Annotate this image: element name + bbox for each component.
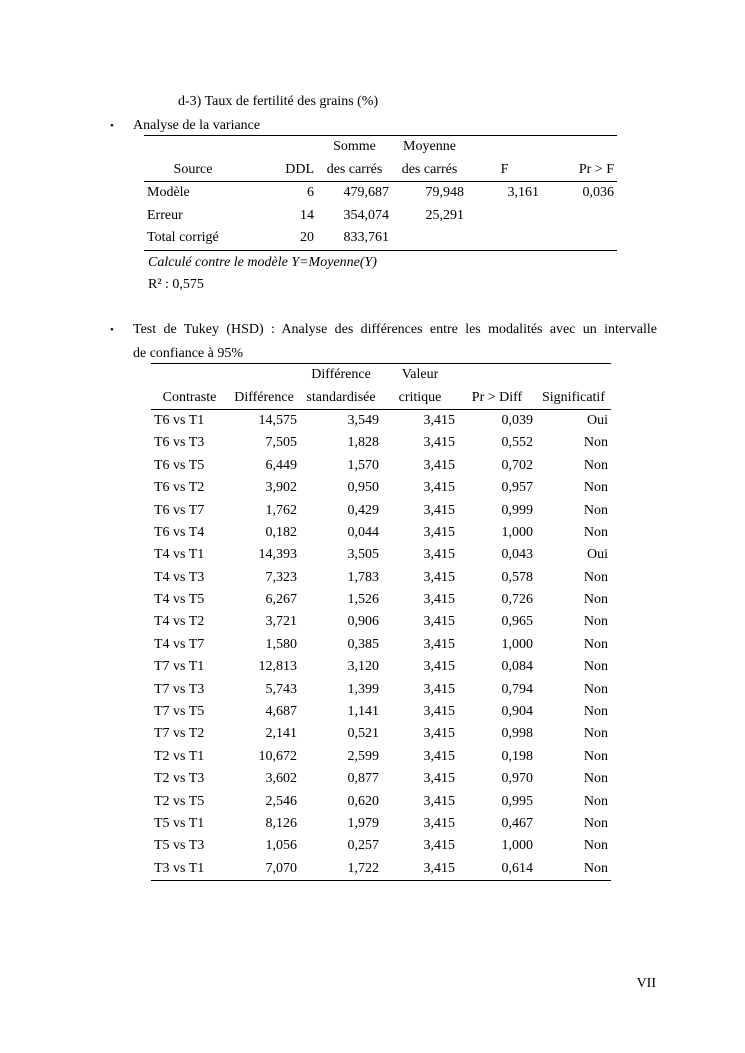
table-cell: 0,467 <box>501 816 533 831</box>
table-cell: 479,687 <box>343 185 389 201</box>
table-cell: 3,415 <box>423 569 455 585</box>
table-row <box>151 611 611 633</box>
tukey-header-cell <box>458 364 536 387</box>
table-cell: 7,070 <box>228 858 300 881</box>
table-row <box>151 499 611 521</box>
table-cell: 3,415 <box>423 435 455 451</box>
table-cell: 1,000 <box>501 838 533 854</box>
table-cell: Non <box>583 524 608 540</box>
table-cell: Non <box>583 614 608 630</box>
table-cell: 0,950 <box>347 480 379 496</box>
table-cell: 3,721 <box>265 614 297 630</box>
table-cell: 3,415 <box>423 681 455 697</box>
bullet-anova: • <box>110 120 114 132</box>
table-cell: 7,505 <box>265 435 297 451</box>
table-row <box>151 790 611 812</box>
table-cell: 20 <box>242 227 317 250</box>
table-cell: 1,399 <box>347 681 379 697</box>
table-cell: Oui <box>587 547 608 563</box>
tukey-header-cell: Différence <box>300 364 382 387</box>
table-cell: 0,877 <box>347 771 379 787</box>
table-cell: 0,998 <box>501 726 533 742</box>
table-cell: 0,965 <box>501 614 533 630</box>
table-cell: T6 vs T4 <box>154 524 205 540</box>
table-cell: 3,902 <box>265 480 297 496</box>
tukey-header-cell: critique <box>382 386 458 409</box>
table-cell: 1,580 <box>265 636 297 652</box>
tukey-header-cell <box>536 364 611 387</box>
tukey-table <box>151 363 611 881</box>
table-cell: 1,783 <box>347 569 379 585</box>
anova-header-row-bottom <box>144 159 617 182</box>
anova-header-cell: DDL <box>242 159 317 182</box>
table-cell: 2,599 <box>347 748 379 764</box>
table-cell: 14,393 <box>258 547 297 563</box>
table-cell: 0,182 <box>265 524 297 540</box>
table-cell: 0,044 <box>347 524 379 540</box>
table-cell: 1,979 <box>347 816 379 831</box>
tukey-header-cell: Différence <box>228 386 300 409</box>
table-row <box>151 835 611 857</box>
table-cell: 0,970 <box>501 771 533 787</box>
tukey-header-cell <box>228 364 300 387</box>
table-cell: 1,828 <box>347 435 379 451</box>
table-cell: 3,415 <box>423 726 455 742</box>
anova-header-cell: Source <box>144 159 242 182</box>
table-cell: Non <box>583 636 608 652</box>
table-cell: Non <box>583 704 608 720</box>
table-cell: 1,526 <box>347 592 379 608</box>
anova-header-cell <box>467 136 542 159</box>
table-row <box>151 409 611 432</box>
table-cell: 0,257 <box>347 838 379 854</box>
table-cell: 3,415 <box>423 793 455 809</box>
tukey-header-cell: Valeur <box>382 364 458 387</box>
table-cell: 3,415 <box>423 592 455 608</box>
table-cell: 1,762 <box>265 502 297 518</box>
table-cell: 2,546 <box>265 793 297 809</box>
table-cell: T6 vs T5 <box>154 457 205 473</box>
table-row <box>151 656 611 678</box>
table-cell: 4,687 <box>265 704 297 720</box>
table-cell: 3,415 <box>423 659 455 675</box>
table-cell: Non <box>583 457 608 473</box>
table-cell: T4 vs T7 <box>154 636 205 652</box>
table-cell <box>392 227 467 250</box>
page-number: VII <box>636 976 656 991</box>
table-row <box>151 678 611 700</box>
table-cell: 1,722 <box>300 858 382 881</box>
table-cell: 0,995 <box>501 793 533 809</box>
table-cell: Non <box>583 435 608 451</box>
table-row <box>144 227 617 250</box>
table-cell: T4 vs T3 <box>154 569 205 585</box>
table-cell: 0,039 <box>501 412 533 428</box>
anova-header-cell: Moyenne <box>392 136 467 159</box>
table-cell: 3,415 <box>423 412 455 428</box>
table-cell: Non <box>583 681 608 697</box>
table-cell: 3,415 <box>423 480 455 496</box>
table-cell: Non <box>583 726 608 742</box>
table-cell: T6 vs T3 <box>154 435 205 451</box>
table-cell: 0,957 <box>501 480 533 496</box>
table-cell: T3 vs T1 <box>151 858 228 881</box>
table-row <box>151 477 611 499</box>
table-cell: T4 vs T1 <box>154 547 205 563</box>
table-row <box>151 858 611 881</box>
table-cell: Non <box>583 771 608 787</box>
table-row <box>144 205 617 228</box>
table-row <box>151 746 611 768</box>
table-cell: 3,505 <box>347 547 379 563</box>
table-cell: 6 <box>307 185 314 201</box>
table-cell: 3,415 <box>423 524 455 540</box>
table-cell: 3,415 <box>423 547 455 563</box>
table-cell: 3,415 <box>382 858 458 881</box>
table-cell: 0,429 <box>347 502 379 518</box>
table-row <box>151 455 611 477</box>
table-cell: 0,620 <box>347 793 379 809</box>
bullet-tukey: • <box>110 324 114 336</box>
table-row <box>151 567 611 589</box>
tukey-intro-line-2: de confiance à 95% <box>133 346 243 361</box>
tukey-header-row-bottom <box>151 386 611 409</box>
anova-r-squared: R² : 0,575 <box>148 277 204 292</box>
table-cell: 3,549 <box>347 412 379 428</box>
table-cell: 3,602 <box>265 771 297 787</box>
tukey-header-cell: Pr > Diff <box>458 386 536 409</box>
tukey-intro-line-1: Test de Tukey (HSD) : Analyse des différences entre les modalités avec un intervalle <box>133 322 657 337</box>
anova-header-cell: Somme <box>317 136 392 159</box>
table-cell: Non <box>583 816 608 831</box>
table-cell: T6 vs T7 <box>154 502 205 518</box>
table-cell: 14 <box>300 207 314 223</box>
table-row <box>151 522 611 544</box>
anova-header-cell <box>542 136 617 159</box>
table-cell: 8,126 <box>265 816 297 831</box>
table-cell: Non <box>583 748 608 764</box>
table-cell: Modèle <box>147 185 190 201</box>
table-cell: 0,794 <box>501 681 533 697</box>
anova-header-cell: des carrés <box>392 159 467 182</box>
table-cell: 0,043 <box>501 547 533 563</box>
table-cell: 833,761 <box>317 227 392 250</box>
tukey-table-body <box>151 409 611 880</box>
table-cell: Non <box>536 858 611 881</box>
table-cell: 3,161 <box>507 185 539 201</box>
anova-header-cell: F <box>467 159 542 182</box>
table-cell: 3,415 <box>423 816 455 831</box>
table-row <box>151 589 611 611</box>
table-cell: 3,415 <box>423 636 455 652</box>
table-cell: 1,141 <box>347 704 379 720</box>
table-cell: 354,074 <box>343 207 389 223</box>
table-cell: 3,415 <box>423 771 455 787</box>
table-cell: 0,702 <box>501 457 533 473</box>
table-cell: 3,415 <box>423 614 455 630</box>
table-cell: T7 vs T5 <box>154 704 205 720</box>
tukey-header-cell <box>151 364 228 387</box>
table-cell: Total corrigé <box>144 227 242 250</box>
table-cell: Oui <box>587 412 608 428</box>
table-cell: Non <box>583 592 608 608</box>
table-cell: T7 vs T3 <box>154 681 205 697</box>
table-cell: Non <box>583 502 608 518</box>
table-cell: 3,415 <box>423 838 455 854</box>
table-cell: 0,578 <box>501 569 533 585</box>
table-cell: 3,415 <box>423 457 455 473</box>
table-cell: 10,672 <box>258 748 297 764</box>
table-row <box>144 182 617 205</box>
table-cell: 25,291 <box>425 207 464 223</box>
table-cell: Non <box>583 659 608 675</box>
table-cell: T6 vs T1 <box>154 412 205 428</box>
table-cell: 1,056 <box>265 838 297 854</box>
tukey-header-cell: Contraste <box>151 386 228 409</box>
table-cell: 3,415 <box>423 704 455 720</box>
anova-header-cell <box>242 136 317 159</box>
table-row <box>151 813 611 835</box>
table-cell: 6,449 <box>265 457 297 473</box>
anova-header-cell: Pr > F <box>542 159 617 182</box>
table-cell: T2 vs T5 <box>154 793 205 809</box>
table-cell: T2 vs T3 <box>154 771 205 787</box>
section-heading: d-3) Taux de fertilité des grains (%) <box>178 94 379 109</box>
table-cell: 0,521 <box>347 726 379 742</box>
table-cell: 5,743 <box>265 681 297 697</box>
table-cell: T5 vs T3 <box>154 838 205 854</box>
table-cell: 0,999 <box>501 502 533 518</box>
table-cell <box>467 227 542 250</box>
table-row <box>151 544 611 566</box>
table-cell: 7,323 <box>265 569 297 585</box>
table-cell: T7 vs T2 <box>154 726 205 742</box>
table-cell: 6,267 <box>265 592 297 608</box>
table-cell: T4 vs T2 <box>154 614 205 630</box>
tukey-header-cell: Significatif <box>536 386 611 409</box>
table-cell: 2,141 <box>265 726 297 742</box>
table-cell: T5 vs T1 <box>154 816 205 831</box>
table-cell: Non <box>583 838 608 854</box>
table-cell: 0,726 <box>501 592 533 608</box>
table-cell: 0,385 <box>347 636 379 652</box>
anova-header-cell <box>144 136 242 159</box>
anova-header-cell: des carrés <box>317 159 392 182</box>
table-row <box>151 701 611 723</box>
table-cell: Erreur <box>147 207 183 223</box>
table-cell: T7 vs T1 <box>154 659 205 675</box>
table-cell: 0,614 <box>458 858 536 881</box>
table-cell: 0,198 <box>501 748 533 764</box>
anova-header-row-top <box>144 136 617 159</box>
table-cell: Non <box>583 793 608 809</box>
table-cell: Non <box>583 569 608 585</box>
table-cell: Non <box>583 480 608 496</box>
table-row <box>151 768 611 790</box>
table-cell: 0,036 <box>582 185 614 201</box>
anova-model-note: Calculé contre le modèle Y=Moyenne(Y) <box>148 255 377 270</box>
table-cell: 3,415 <box>423 502 455 518</box>
table-cell: T2 vs T1 <box>154 748 205 764</box>
table-cell: 3,415 <box>423 748 455 764</box>
table-cell: T6 vs T2 <box>154 480 205 496</box>
anova-title: Analyse de la variance <box>133 118 261 133</box>
table-cell: 0,906 <box>347 614 379 630</box>
table-row <box>151 432 611 454</box>
table-cell <box>542 205 617 228</box>
table-cell: 79,948 <box>425 185 464 201</box>
table-cell: 1,000 <box>501 636 533 652</box>
table-cell: 1,000 <box>501 524 533 540</box>
anova-table <box>144 135 617 251</box>
table-cell: T4 vs T5 <box>154 592 205 608</box>
table-cell: 1,570 <box>347 457 379 473</box>
table-cell <box>542 227 617 250</box>
table-row <box>151 634 611 656</box>
table-cell: 0,904 <box>501 704 533 720</box>
tukey-header-cell: standardisée <box>300 386 382 409</box>
table-row <box>151 723 611 745</box>
table-cell: 3,120 <box>347 659 379 675</box>
table-cell: 0,552 <box>501 435 533 451</box>
table-cell: 12,813 <box>258 659 297 675</box>
table-cell: 0,084 <box>501 659 533 675</box>
table-cell: 14,575 <box>258 412 297 428</box>
table-cell <box>467 205 542 228</box>
tukey-header-row-top <box>151 364 611 387</box>
